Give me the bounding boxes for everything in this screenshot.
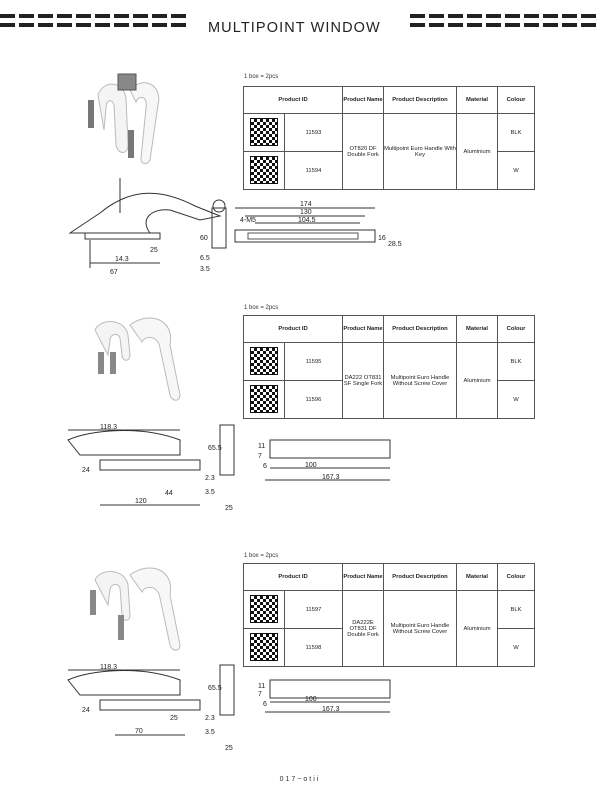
- material: Aluminium: [457, 591, 498, 667]
- dim-label: 120: [135, 498, 147, 505]
- dim-label: 3.5: [205, 489, 215, 496]
- col-product-id: Product ID: [244, 87, 343, 114]
- dim-label: 2.3: [205, 475, 215, 482]
- product-id: 11594: [285, 152, 343, 190]
- col-product-description: Product Description: [384, 564, 457, 591]
- product-id: 11593: [285, 114, 343, 152]
- colour: BLK: [498, 114, 535, 152]
- dim-label: 25: [150, 247, 158, 254]
- dim-label: 25: [225, 745, 233, 752]
- col-product-description: Product Description: [384, 316, 457, 343]
- material: Aluminium: [457, 114, 498, 190]
- material: Aluminium: [457, 343, 498, 419]
- dim-label: 118.3: [100, 424, 117, 431]
- dim-label: 6: [263, 463, 267, 470]
- product-table: [243, 86, 535, 190]
- product-description: Multipoint Euro Handle With Key: [384, 114, 457, 190]
- technical-drawing: [60, 178, 400, 278]
- handle-photo: [80, 310, 200, 410]
- box-note: 1 box = 2pcs: [244, 553, 279, 559]
- box-note: 1 box = 2pcs: [244, 305, 279, 311]
- dim-label: 25: [225, 505, 233, 512]
- qr-code: [244, 114, 285, 152]
- page-header: [0, 14, 600, 42]
- product-id: 11597: [285, 591, 343, 629]
- dim-label: 14.3: [115, 256, 129, 263]
- dim-label: 60: [200, 235, 208, 242]
- dim-label: 118.3: [100, 664, 117, 671]
- col-colour: Colour: [498, 87, 535, 114]
- dim-label: 65.5: [208, 445, 222, 452]
- technical-drawing: [60, 420, 400, 520]
- colour: BLK: [498, 591, 535, 629]
- dim-label: 24: [82, 467, 90, 474]
- dim-label: 130: [300, 209, 312, 216]
- col-colour: Colour: [498, 564, 535, 591]
- product-name: DA222 OT831 SF Single Fork: [343, 343, 384, 419]
- technical-drawing: [60, 660, 400, 760]
- box-note: 1 box = 2pcs: [244, 74, 279, 80]
- product-table: [243, 315, 535, 419]
- col-material: Material: [457, 87, 498, 114]
- col-product-name: Product Name: [343, 316, 384, 343]
- col-colour: Colour: [498, 316, 535, 343]
- qr-code: [244, 591, 285, 629]
- col-product-name: Product Name: [343, 564, 384, 591]
- col-product-id: Product ID: [244, 316, 343, 343]
- dim-label: 70: [135, 728, 143, 735]
- product-table: [243, 563, 535, 667]
- product-id: 11598: [285, 629, 343, 667]
- handle-photo: [78, 70, 188, 170]
- dim-label: 100: [305, 462, 317, 469]
- product-id: 11595: [285, 343, 343, 381]
- dim-label: 28.5: [388, 241, 402, 248]
- qr-code: [244, 343, 285, 381]
- header-dashes-left: [0, 14, 190, 28]
- col-product-name: Product Name: [343, 87, 384, 114]
- dim-label: 11: [258, 443, 266, 450]
- product-description: Multipoint Euro Handle Without Screw Cover: [384, 343, 457, 419]
- handle-photo: [80, 560, 200, 660]
- page-title: MULTIPOINT WINDOW: [208, 20, 381, 36]
- product-name: OT820 DF Double Fork: [343, 114, 384, 190]
- dim-label: 16: [378, 235, 386, 242]
- dim-label: 65.5: [208, 685, 222, 692]
- dim-label: 167.3: [322, 706, 340, 713]
- colour: W: [498, 152, 535, 190]
- dim-label: 24: [82, 707, 90, 714]
- dim-label: 11: [258, 683, 266, 690]
- col-product-id: Product ID: [244, 564, 343, 591]
- dim-label: 44: [165, 490, 173, 497]
- product-description: Multipoint Euro Handle Without Screw Cover: [384, 591, 457, 667]
- dim-label: 3.5: [200, 266, 210, 273]
- dim-label: 7: [258, 691, 262, 698]
- dim-label: 2.3: [205, 715, 215, 722]
- dim-label: 6.5: [200, 255, 210, 262]
- dim-label: 167.3: [322, 474, 340, 481]
- dim-label: 25: [170, 715, 178, 722]
- dim-label: 6: [263, 701, 267, 708]
- dim-label: 67: [110, 269, 118, 276]
- product-name: DA222E OT831 DF Double Fork: [343, 591, 384, 667]
- dim-label: 3.5: [205, 729, 215, 736]
- dim-label: 4-M5: [240, 217, 256, 224]
- col-material: Material: [457, 316, 498, 343]
- dim-label: 104.5: [298, 217, 316, 224]
- qr-code: [244, 381, 285, 419]
- dim-label: 7: [258, 453, 262, 460]
- header-dashes-right: [410, 14, 600, 28]
- dim-label: 100: [305, 696, 317, 703]
- dim-label: 174: [300, 201, 312, 208]
- colour: W: [498, 381, 535, 419]
- col-material: Material: [457, 564, 498, 591]
- col-product-description: Product Description: [384, 87, 457, 114]
- product-id: 11596: [285, 381, 343, 419]
- colour: W: [498, 629, 535, 667]
- page-number: 017~otii: [279, 776, 321, 783]
- colour: BLK: [498, 343, 535, 381]
